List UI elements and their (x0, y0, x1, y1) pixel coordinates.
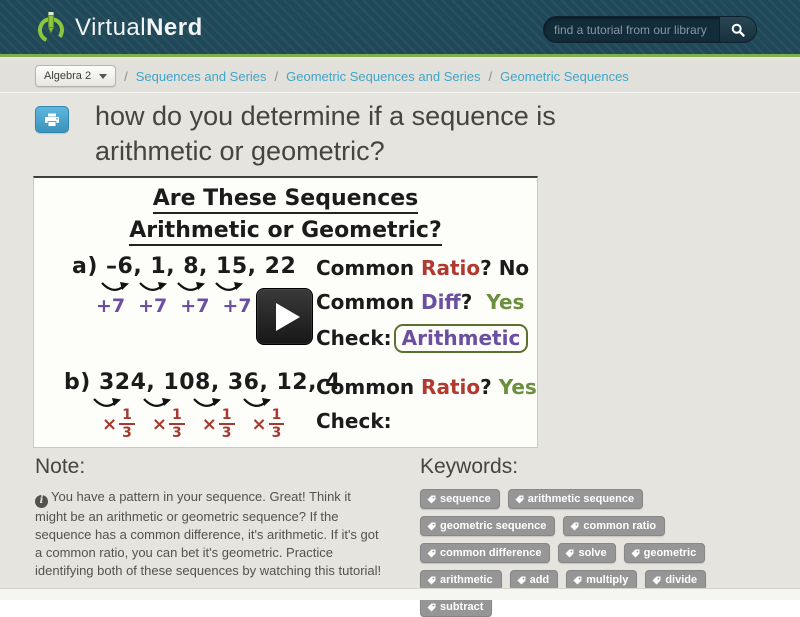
curve-arrow-icon (214, 280, 244, 295)
board-title-line1: Are These Sequences (34, 186, 537, 214)
tag-icon (427, 522, 436, 531)
brand-name-second: Nerd (146, 14, 203, 41)
play-icon (276, 303, 300, 331)
tag-icon (515, 495, 524, 504)
keyword-label: subtract (440, 601, 484, 613)
board-title-line2: Arithmetic or Geometric? (34, 218, 537, 246)
tag-icon (570, 522, 579, 531)
keyword-label: multiply (586, 574, 629, 586)
play-button[interactable] (256, 288, 313, 345)
tag-icon (427, 549, 436, 558)
keyword-label: arithmetic sequence (527, 493, 635, 505)
tag-icon (427, 576, 436, 585)
tag-icon (631, 549, 640, 558)
chevron-down-icon (99, 74, 107, 79)
keyword-label: divide (665, 574, 698, 586)
sequence-a-differences (96, 295, 252, 317)
keyword-label: solve (578, 547, 607, 559)
tag-icon (573, 576, 582, 585)
sequence-b: b) 324, 108, 36, 12, 4 (64, 370, 341, 395)
difference-value: +7 (138, 295, 168, 317)
keyword-pill[interactable] (558, 543, 615, 563)
keyword-label: common difference (440, 547, 542, 559)
difference-value: +7 (180, 295, 210, 317)
keyword-pill[interactable] (624, 543, 706, 563)
brand[interactable] (35, 11, 203, 45)
video-thumbnail[interactable] (33, 176, 538, 448)
keyword-label: common ratio (583, 520, 657, 532)
difference-value: +7 (222, 295, 252, 317)
a-check-line: Check: Arithmetic (316, 324, 528, 353)
tag-icon (565, 549, 574, 558)
keyword-pill[interactable] (563, 516, 665, 536)
a-common-diff-line: Common Diff? Yes (316, 290, 525, 314)
tag-icon (652, 576, 661, 585)
a-common-ratio-line: Common Ratio? No (316, 256, 530, 280)
keyword-pill[interactable] (420, 543, 550, 563)
sequence-b-ratios (102, 408, 284, 440)
tag-icon (427, 603, 436, 612)
search-button[interactable] (719, 17, 756, 42)
keyword-pill[interactable] (645, 570, 706, 590)
ratio-fraction: × $\frac{1}{3}$ (202, 408, 235, 440)
keyword-pill[interactable] (420, 570, 502, 590)
whiteboard (34, 178, 537, 447)
keyword-pill[interactable] (566, 570, 637, 590)
curve-arrow-icon (138, 280, 168, 295)
course-dropdown[interactable] (35, 65, 116, 87)
brand-name (75, 14, 203, 42)
keyword-label: add (529, 574, 550, 586)
search-box (543, 16, 757, 43)
b-common-ratio-line: Common Ratio? Yes (316, 375, 537, 399)
difference-value: +7 (96, 295, 126, 317)
breadcrumb-separator: / (488, 68, 493, 84)
ratio-fraction: × $\frac{1}{3}$ (102, 408, 135, 440)
printer-icon (44, 113, 60, 127)
sequence-a: a) –6, 1, 8, 15, 22 (72, 254, 297, 279)
power-pencil-logo-icon (35, 11, 67, 45)
header (0, 0, 800, 57)
keyword-label: geometric sequence (440, 520, 547, 532)
course-dropdown-label: Algebra 2 (44, 70, 92, 82)
tag-icon (517, 576, 526, 585)
breadcrumb-link-geometric-sequences-and-series[interactable]: Geometric Sequences and Series (286, 68, 481, 84)
breadcrumb (0, 60, 800, 93)
page-title: how do you determine if a sequence is arithmetic or geometric? (95, 101, 556, 166)
info-icon: i (35, 495, 48, 508)
curve-arrow-icon (100, 280, 130, 295)
breadcrumb-separator: / (274, 68, 279, 84)
keywords-heading: Keywords: (420, 455, 519, 478)
search-input[interactable] (544, 17, 719, 42)
keyword-pill[interactable] (510, 570, 559, 590)
tag-icon (427, 495, 436, 504)
breadcrumb-link-sequences-and-series[interactable]: Sequences and Series (135, 68, 267, 84)
breadcrumb-separator: / (124, 68, 128, 84)
note-text (35, 488, 383, 580)
curve-arrow-icon (176, 280, 206, 295)
keyword-pill[interactable] (508, 489, 643, 509)
breadcrumb-link-geometric-sequences[interactable]: Geometric Sequences (500, 68, 629, 84)
brand-name-first: Virtual (75, 14, 147, 41)
keyword-pill[interactable] (420, 597, 492, 617)
keyword-pill[interactable] (420, 489, 500, 509)
sequence-a-arrows (100, 280, 244, 295)
ratio-fraction: × $\frac{1}{3}$ (152, 408, 185, 440)
note-heading: Note: (35, 455, 86, 478)
keyword-pill[interactable] (420, 516, 555, 536)
print-button[interactable] (35, 106, 69, 133)
search-icon (731, 23, 745, 37)
check-answer-box: Arithmetic (394, 324, 529, 353)
keyword-label: sequence (440, 493, 491, 505)
keyword-label: geometric (643, 547, 697, 559)
b-check-line: Check: (316, 409, 392, 433)
note-body: You have a pattern in your sequence. Great! Think it might be an arithmetic or geometric sequence? If the sequence has a common difference, it's arithmetic. If it's got a common ratio, you can bet it's geometric. Practice identifying both of these sequences by watching this tutorial! (35, 489, 382, 578)
keyword-label: arithmetic (440, 574, 493, 586)
footer-strip (0, 588, 800, 600)
ratio-fraction: × $\frac{1}{3}$ (252, 408, 285, 440)
